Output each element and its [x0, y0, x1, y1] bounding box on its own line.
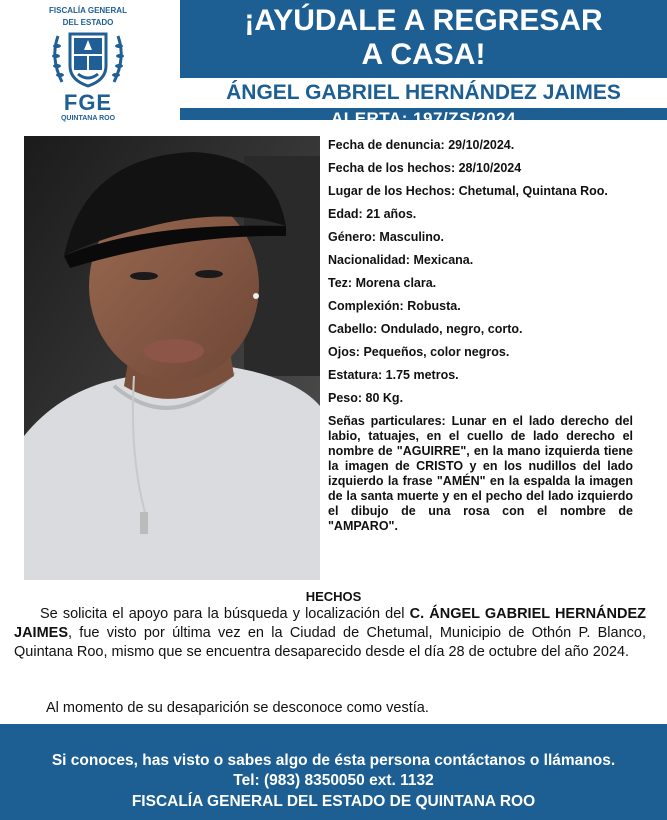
detail-label: Peso: [328, 391, 363, 405]
hechos-person-name: C. ÁNGEL GABRIEL HERNÁNDEZ JAIMES [14, 606, 646, 641]
detail-label: Ojos: [328, 345, 360, 359]
page-title [180, 4, 667, 72]
detail-tez [328, 276, 633, 291]
detail-cabello [328, 322, 633, 337]
title-line-2: A CASA! [361, 38, 486, 71]
detail-lugar-hechos [328, 184, 633, 199]
detail-edad [328, 207, 633, 222]
hechos-intro: Se solicita el apoyo para la búsqueda y localización del [40, 606, 410, 622]
detail-value: 29/10/2024. [448, 138, 515, 152]
footer-contact-message: Si conoces, has visto o sabes algo de ésta persona contáctanos o llámanos. [51, 752, 616, 769]
footer-phone: Tel: (983) 8350050 ext. 1132 [233, 772, 434, 789]
detail-label: Fecha de denuncia: [328, 138, 445, 152]
detail-label: Género: [328, 230, 376, 244]
detail-label: Nacionalidad: [328, 253, 410, 267]
detail-label: Señas particulares: [328, 414, 446, 428]
footer-agency: FISCALÍA GENERAL DEL ESTADO DE QUINTANA ROO [131, 793, 536, 810]
alert-number: ALERTA: 197/ZS/2024 [331, 109, 516, 128]
detail-peso [328, 391, 633, 406]
detail-label: Tez: [328, 276, 353, 290]
logo-bottom-text: QUINTANA ROO [60, 115, 116, 122]
detail-label: Complexión: [328, 299, 404, 313]
detail-value: 28/10/2024 [458, 161, 522, 175]
detail-value: Masculino. [379, 230, 445, 244]
person-details [328, 138, 633, 542]
detail-value: Mexicana. [413, 253, 474, 267]
detail-value: Robusta. [407, 299, 461, 313]
detail-value: Morena clara. [355, 276, 437, 290]
hechos-paragraph [14, 605, 646, 662]
detail-nacionalidad [328, 253, 633, 268]
shield-emblem-icon [48, 28, 128, 90]
detail-fecha-denuncia [328, 138, 633, 153]
detail-label: Lugar de los Hechos: [328, 184, 456, 198]
hechos-title: HECHOS [305, 589, 362, 604]
detail-value: Pequeños, color negros. [363, 345, 510, 359]
header [0, 0, 667, 128]
detail-value: Lunar en el lado derecho del labio, tatuajes, en el cuello de lado derecho el nombre de "AGUIRRE", en la mano izquierda tiene la imagen de CRISTO y en los nudillos del lado izquierdo la frase "AMÉN" en la espalda la imagen de la santa muerte y en el pecho del lado izquierdo el dibujo de una rosa con el nombre de "AMPARO". [328, 414, 633, 533]
hechos-rest: , fue visto por última vez en la Ciudad de Chetumal, Municipio de Othón P. Blanco, Quintana Roo, mismo que se encuentra desaparecido desde el día 28 de octubre del año 2024. [14, 625, 646, 660]
detail-estatura [328, 368, 633, 383]
detail-value: Ondulado, negro, corto. [380, 322, 523, 336]
detail-senas-particulares [328, 414, 633, 534]
detail-label: Fecha de los hechos: [328, 161, 456, 175]
detail-label: Edad: [328, 207, 363, 221]
logo-acronym: FGE [63, 90, 113, 115]
logo-top-line2: DEL ESTADO [62, 18, 114, 27]
person-photo [24, 136, 320, 580]
person-photo-icon [24, 136, 320, 580]
detail-genero [328, 230, 633, 245]
detail-ojos [328, 345, 633, 360]
missing-person-name: ÁNGEL GABRIEL HERNÁNDEZ JAIMES [226, 81, 621, 104]
detail-value: 21 años. [366, 207, 417, 221]
detail-value: Chetumal, Quintana Roo. [458, 184, 608, 198]
detail-label: Estatura: [328, 368, 383, 382]
fge-logo [8, 4, 168, 122]
detail-value: 80 Kg. [365, 391, 404, 405]
detail-fecha-hechos [328, 161, 633, 176]
detail-value: 1.75 metros. [385, 368, 459, 382]
title-line-1: ¡AYÚDALE A REGRESAR [244, 4, 603, 37]
detail-complexion [328, 299, 633, 314]
clothing-note: Al momento de su desaparición se desconoce como vestía. [46, 700, 429, 716]
detail-label: Cabello: [328, 322, 378, 336]
logo-top-line1: FISCALÍA GENERAL [49, 6, 127, 15]
